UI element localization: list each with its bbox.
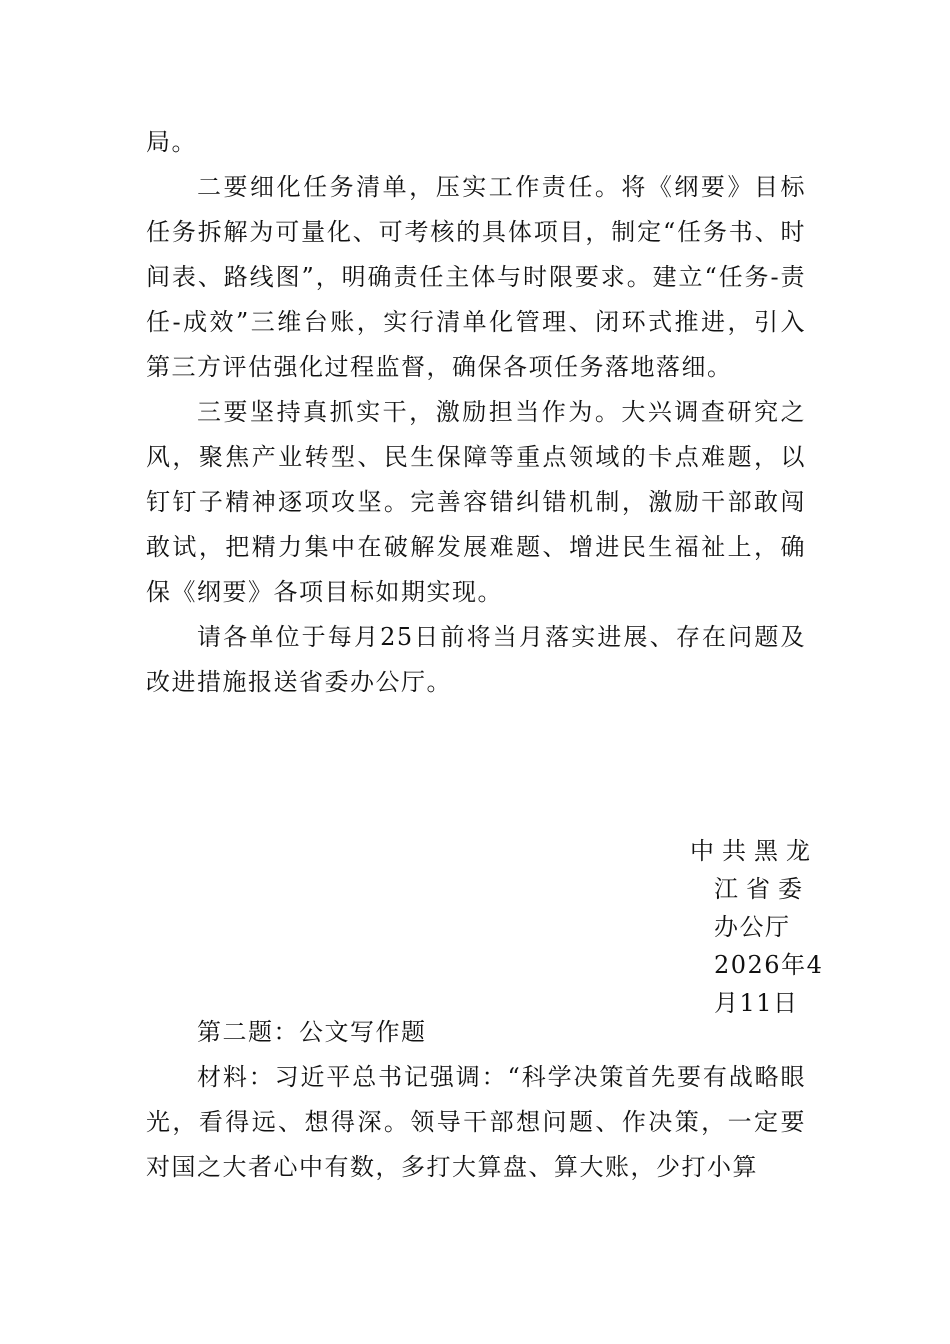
paragraph-real-action: 三要坚持真抓实干，激励担当作为。大兴调查研究之风，聚焦产业转型、民生保障等重点领域的卡点难题，以钉钉子精神逐项攻坚。完善容错纠错机制，激励干部敢闯敢试，把精力集中在破解发展难题、增进民生福祉上，确保《纲要》各项目标如期实现。 [146,398,806,606]
signature-line-1: 中共黑龙 [690,837,818,865]
paragraph-task-list: 二要细化任务清单，压实工作责任。将《纲要》目标任务拆解为可量化、可考核的具体项目，制定“任务书、时间表、路线图”，明确责任主体与时限要求。建立“任务-责任-成效”三维台账，实行清单化管理、闭环式推进，引入第三方评估强化过程监督，确保各项任务落地落细。 [146,173,806,381]
issuer-signature [690,832,824,1022]
signature-date-line-2: 月11日 [714,989,799,1017]
paragraph-continuation: 局。 [146,128,197,156]
question-heading: 第二题：公文写作题 [197,1018,427,1046]
material-paragraph: 材料：习近平总书记强调：“科学决策首先要有战略眼光，看得远、想得深。领导干部想问题、作决策，一定要对国之大者心中有数，多打大算盘、算大账，少打小算 [146,1063,806,1181]
signature-line-3: 办公厅 [714,913,791,941]
paragraph-report-request: 请各单位于每月25日前将当月落实进展、存在问题及改进措施报送省委办公厅。 [146,623,806,696]
signature-date-line-1: 2026年4 [714,951,824,979]
signature-line-2: 江省委 [714,875,810,903]
